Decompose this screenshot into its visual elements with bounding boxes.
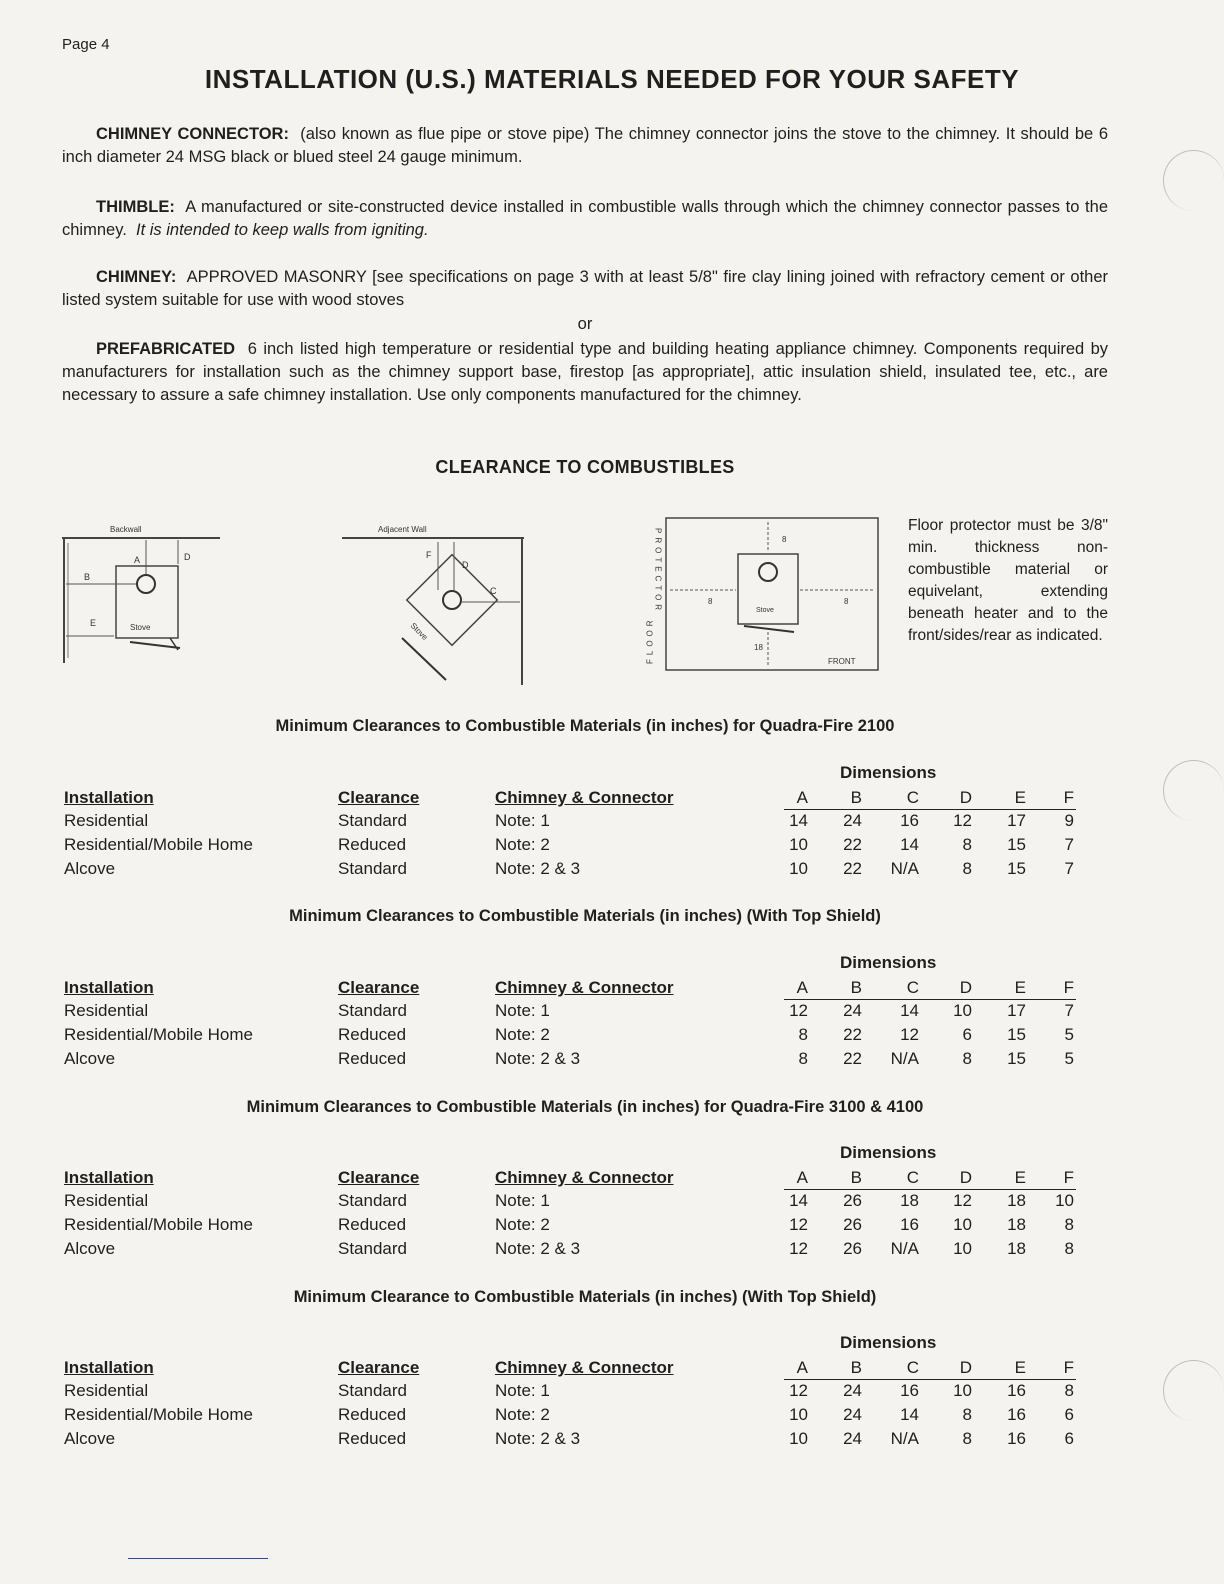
dimension-value-cell: 8 xyxy=(798,1049,808,1068)
dimension-letter-header: C xyxy=(906,788,919,807)
note-cell: Note: 2 & 3 xyxy=(495,859,581,878)
dimension-value-cell: 8 xyxy=(1064,1381,1074,1400)
installation-cell: Residential/Mobile Home xyxy=(64,1405,253,1424)
clearance-section-title: CLEARANCE TO COMBUSTIBLES xyxy=(435,457,735,477)
prefabricated-label: PREFABRICATED xyxy=(96,340,236,358)
prefabricated-paragraph xyxy=(62,338,1108,407)
clearance-cell: Standard xyxy=(338,1239,407,1258)
front-label: FRONT xyxy=(828,657,856,666)
dimension-value-cell: 16 xyxy=(1007,1429,1026,1448)
dimension-letter-header: B xyxy=(850,978,862,997)
dimension-value-cell: 24 xyxy=(843,1405,862,1424)
clearance-header: Clearance xyxy=(338,788,420,807)
clearance-cell: Reduced xyxy=(338,1215,407,1234)
dimension-value-cell: 22 xyxy=(843,859,862,878)
installation-cell: Residential/Mobile Home xyxy=(64,1215,253,1234)
dimension-value-cell: 10 xyxy=(789,835,808,854)
dimension-letter-header: A xyxy=(796,1168,808,1187)
dimension-value-cell: 8 xyxy=(962,1405,972,1424)
dimension-value-cell: 5 xyxy=(1064,1049,1074,1068)
dimension-value-cell: 6 xyxy=(1064,1429,1074,1448)
dimension-letter-header: D xyxy=(959,1358,972,1377)
dim-letter-e: E xyxy=(90,618,97,628)
dimension-value-cell: 18 xyxy=(1007,1191,1026,1210)
dimension-value-cell: 7 xyxy=(1064,1001,1074,1020)
dimension-letter-header: C xyxy=(906,1168,919,1187)
thimble-italic-text: It is intended to keep walls from igniting. xyxy=(135,221,429,239)
punch-hole-mark xyxy=(1163,760,1224,821)
dimension-letter-header: F xyxy=(1063,978,1074,997)
dimension-value-cell: 10 xyxy=(789,1405,808,1424)
dimension-letter-header: C xyxy=(906,1358,919,1377)
dimension-value-cell: 14 xyxy=(900,835,919,854)
installation-header: Installation xyxy=(64,788,154,807)
dimension-value-cell: N/A xyxy=(890,1049,919,1068)
clearance-cell: Reduced xyxy=(338,1405,407,1424)
chimney-connector-header: Chimney & Connector xyxy=(495,1358,674,1377)
floor-protector-diagram xyxy=(636,514,886,674)
dimension-letter-header: B xyxy=(850,1168,862,1187)
table-2-heading: Minimum Clearances to Combustible Materials (in inches) (With Top Shield) xyxy=(289,907,881,925)
dimensions-label: Dimensions xyxy=(840,1143,937,1162)
dimension-letter-header: D xyxy=(959,978,972,997)
installation-header: Installation xyxy=(64,1358,154,1377)
chimney-connector-header: Chimney & Connector xyxy=(495,1168,674,1187)
backwall-label: Backwall xyxy=(110,525,142,534)
adjacent-wall-diagram xyxy=(340,520,530,688)
stove-label: Stove xyxy=(130,623,151,632)
clearance-cell: Standard xyxy=(338,811,407,830)
dimension-value-cell: 8 xyxy=(962,859,972,878)
protector-side-label: PROTECTOR xyxy=(653,528,663,615)
floor-dim-right: 8 xyxy=(844,597,849,606)
dimension-value-cell: 14 xyxy=(789,811,808,830)
dim-letter-a: A xyxy=(134,555,141,565)
dimension-letter-header: C xyxy=(906,978,919,997)
dimension-letter-header: E xyxy=(1014,788,1026,807)
floor-dim-left: 8 xyxy=(708,597,713,606)
thimble-paragraph xyxy=(62,196,1108,242)
dimension-value-cell: 6 xyxy=(962,1025,972,1044)
dimension-value-cell: 15 xyxy=(1007,1049,1026,1068)
note-cell: Note: 2 xyxy=(495,1215,550,1234)
dimension-value-cell: 24 xyxy=(843,1381,862,1400)
dimension-letter-header: D xyxy=(959,788,972,807)
dimension-value-cell: 18 xyxy=(900,1191,919,1210)
dimension-value-cell: 24 xyxy=(843,811,862,830)
installation-cell: Residential xyxy=(64,811,149,830)
dim-letter-d: D xyxy=(184,552,191,562)
dimension-value-cell: 14 xyxy=(900,1001,919,1020)
dimension-value-cell: 17 xyxy=(1007,1001,1026,1020)
floor-side-label: FLOOR xyxy=(645,616,655,664)
dimension-value-cell: 15 xyxy=(1007,859,1026,878)
note-cell: Note: 1 xyxy=(495,1001,550,1020)
dimension-value-cell: N/A xyxy=(890,859,919,878)
punch-hole-mark xyxy=(1163,1360,1224,1421)
clearance-table-3 xyxy=(0,1143,1224,1263)
dimension-letter-header: F xyxy=(1063,1358,1074,1377)
dimension-value-cell: 26 xyxy=(843,1191,862,1210)
installation-cell: Residential xyxy=(64,1381,149,1400)
dimension-value-cell: 12 xyxy=(789,1381,808,1400)
dimension-value-cell: 10 xyxy=(789,1429,808,1448)
clearance-cell: Reduced xyxy=(338,835,407,854)
stove-label-rotated: Stove xyxy=(408,621,430,642)
note-cell: Note: 2 & 3 xyxy=(495,1049,581,1068)
chimney-connector-label: CHIMNEY CONNECTOR: xyxy=(96,125,289,143)
installation-header: Installation xyxy=(64,978,154,997)
thimble-text: A manufactured or site-constructed device installed in combustible walls through which the chimney connector passes to the chimney. xyxy=(62,198,1108,239)
dimensions-label: Dimensions xyxy=(840,1333,937,1352)
installation-cell: Alcove xyxy=(64,1429,116,1448)
dimension-value-cell: 8 xyxy=(962,1429,972,1448)
dimension-value-cell: N/A xyxy=(890,1429,919,1448)
table-1-heading: Minimum Clearances to Combustible Materials (in inches) for Quadra-Fire 2100 xyxy=(275,717,895,735)
dimension-letter-header: A xyxy=(796,788,808,807)
dimension-value-cell: 7 xyxy=(1064,859,1074,878)
dimension-value-cell: 16 xyxy=(900,1381,919,1400)
dimension-letter-header: A xyxy=(796,1358,808,1377)
dimension-value-cell: 10 xyxy=(1055,1191,1074,1210)
dimension-letter-header: D xyxy=(959,1168,972,1187)
chimney-connector-text: (also known as flue pipe or stove pipe) The chimney connector joins the stove to the chimney. It should be 6 inch diameter 24 MSG black or blued steel 24 gauge minimum. xyxy=(62,125,1109,166)
dimension-value-cell: 7 xyxy=(1064,835,1074,854)
dimension-letter-header: E xyxy=(1014,1358,1026,1377)
clearance-cell: Standard xyxy=(338,1381,407,1400)
punch-hole-mark xyxy=(1163,150,1224,211)
footer-rule xyxy=(128,1558,268,1559)
dimension-value-cell: 18 xyxy=(1007,1239,1026,1258)
clearance-cell: Reduced xyxy=(338,1025,407,1044)
clearance-table-2 xyxy=(0,953,1224,1073)
dimension-value-cell: 8 xyxy=(1064,1215,1074,1234)
dimension-value-cell: 17 xyxy=(1007,811,1026,830)
note-cell: Note: 1 xyxy=(495,1191,550,1210)
dimension-value-cell: 8 xyxy=(962,1049,972,1068)
chimney-connector-header: Chimney & Connector xyxy=(495,788,674,807)
dimension-value-cell: 5 xyxy=(1064,1025,1074,1044)
dimension-value-cell: 10 xyxy=(789,859,808,878)
dimension-value-cell: 14 xyxy=(789,1191,808,1210)
dimension-value-cell: 26 xyxy=(843,1215,862,1234)
dimension-value-cell: 9 xyxy=(1064,811,1074,830)
clearance-table-4 xyxy=(0,1333,1224,1453)
dimension-letter-header: E xyxy=(1014,978,1026,997)
note-cell: Note: 1 xyxy=(495,1381,550,1400)
chimney-connector-header: Chimney & Connector xyxy=(495,978,674,997)
prefabricated-text: 6 inch listed high temperature or residential type and building heating appliance chimney. Components required by manufacturers for installation such as the chimney support base, firestop [as appropriate], attic insulation shield, insulated tee, etc., are necessary to assure a safe chimney installation. Use only components manufactured for the chimney. xyxy=(62,340,1109,404)
dimension-value-cell: 10 xyxy=(953,1381,972,1400)
dimension-value-cell: N/A xyxy=(890,1239,919,1258)
installation-cell: Alcove xyxy=(64,1049,116,1068)
note-cell: Note: 2 & 3 xyxy=(495,1239,581,1258)
dimension-letter-header: A xyxy=(796,978,808,997)
floor-dim-top: 8 xyxy=(782,535,787,544)
clearance-header: Clearance xyxy=(338,1358,420,1377)
dimension-value-cell: 14 xyxy=(900,1405,919,1424)
dimension-value-cell: 24 xyxy=(843,1001,862,1020)
dimension-value-cell: 16 xyxy=(900,811,919,830)
note-cell: Note: 2 xyxy=(495,1025,550,1044)
dimension-value-cell: 18 xyxy=(1007,1215,1026,1234)
dimension-value-cell: 16 xyxy=(900,1215,919,1234)
installation-cell: Residential/Mobile Home xyxy=(64,1025,253,1044)
dimension-letter-header: B xyxy=(850,788,862,807)
page-title: INSTALLATION (U.S.) MATERIALS NEEDED FOR YOUR SAFETY xyxy=(204,64,1020,94)
dim-letter-c: C xyxy=(490,586,497,596)
dimension-value-cell: 15 xyxy=(1007,835,1026,854)
table-4-heading: Minimum Clearance to Combustible Materials (in inches) (With Top Shield) xyxy=(293,1288,877,1306)
dimension-value-cell: 16 xyxy=(1007,1405,1026,1424)
chimney-paragraph xyxy=(62,266,1108,312)
or-separator: or xyxy=(577,315,593,333)
dimensions-label: Dimensions xyxy=(840,763,937,782)
dimension-value-cell: 22 xyxy=(843,1049,862,1068)
clearance-cell: Reduced xyxy=(338,1429,407,1448)
dimension-value-cell: 10 xyxy=(953,1215,972,1234)
dimension-value-cell: 10 xyxy=(953,1239,972,1258)
adjacent-wall-label: Adjacent Wall xyxy=(378,525,427,534)
clearance-header: Clearance xyxy=(338,978,420,997)
thimble-label: THIMBLE: xyxy=(96,198,175,216)
table-3-heading: Minimum Clearances to Combustible Materials (in inches) for Quadra-Fire 3100 & 4100 xyxy=(246,1098,924,1116)
dimension-value-cell: 12 xyxy=(953,1191,972,1210)
dimension-value-cell: 15 xyxy=(1007,1025,1026,1044)
dimension-value-cell: 26 xyxy=(843,1239,862,1258)
note-cell: Note: 2 xyxy=(495,1405,550,1424)
dimension-value-cell: 12 xyxy=(953,811,972,830)
note-cell: Note: 2 xyxy=(495,835,550,854)
dimensions-label: Dimensions xyxy=(840,953,937,972)
installation-cell: Alcove xyxy=(64,859,116,878)
clearance-cell: Standard xyxy=(338,1001,407,1020)
dim-letter-f: F xyxy=(426,550,432,560)
clearance-header: Clearance xyxy=(338,1168,420,1187)
floor-dim-front: 18 xyxy=(754,643,763,652)
chimney-text: APPROVED MASONRY [see specifications on page 3 with at least 5/8" fire clay lining joined with refractory cement or other listed system suitable for use with wood stoves xyxy=(62,268,1108,309)
dimension-value-cell: 12 xyxy=(789,1239,808,1258)
installation-cell: Residential xyxy=(64,1001,149,1020)
dimension-value-cell: 12 xyxy=(789,1001,808,1020)
clearance-cell: Standard xyxy=(338,859,407,878)
dimension-value-cell: 10 xyxy=(953,1001,972,1020)
installation-header: Installation xyxy=(64,1168,154,1187)
dimension-value-cell: 8 xyxy=(962,835,972,854)
dimension-value-cell: 6 xyxy=(1064,1405,1074,1424)
dimension-value-cell: 24 xyxy=(843,1429,862,1448)
dimension-value-cell: 12 xyxy=(900,1025,919,1044)
dimension-value-cell: 22 xyxy=(843,1025,862,1044)
clearance-cell: Reduced xyxy=(338,1049,407,1068)
note-cell: Note: 2 & 3 xyxy=(495,1429,581,1448)
chimney-label: CHIMNEY: xyxy=(96,268,177,286)
dim-letter-d2: D xyxy=(462,560,469,570)
dimension-letter-header: F xyxy=(1063,1168,1074,1187)
backwall-diagram xyxy=(58,518,228,668)
dimension-value-cell: 16 xyxy=(1007,1381,1026,1400)
clearance-table-1 xyxy=(0,763,1224,883)
dimension-value-cell: 12 xyxy=(789,1215,808,1234)
dimension-value-cell: 8 xyxy=(1064,1239,1074,1258)
dimension-letter-header: B xyxy=(850,1358,862,1377)
dimension-value-cell: 22 xyxy=(843,835,862,854)
dimension-letter-header: F xyxy=(1063,788,1074,807)
dimension-value-cell: 8 xyxy=(798,1025,808,1044)
installation-cell: Residential xyxy=(64,1191,149,1210)
chimney-connector-paragraph xyxy=(62,123,1108,169)
clearance-cell: Standard xyxy=(338,1191,407,1210)
note-cell: Note: 1 xyxy=(495,811,550,830)
floor-protector-note: Floor protector must be 3/8" min. thickness non-combustible material or equivelant, extending beneath heater and to the front/sides/rear as indicated. xyxy=(908,517,1108,644)
installation-cell: Alcove xyxy=(64,1239,116,1258)
page-number: Page 4 xyxy=(62,36,110,53)
dimension-letter-header: E xyxy=(1014,1168,1026,1187)
installation-cell: Residential/Mobile Home xyxy=(64,835,253,854)
dim-letter-b: B xyxy=(84,572,91,582)
floor-stove-label: Stove xyxy=(756,607,774,614)
